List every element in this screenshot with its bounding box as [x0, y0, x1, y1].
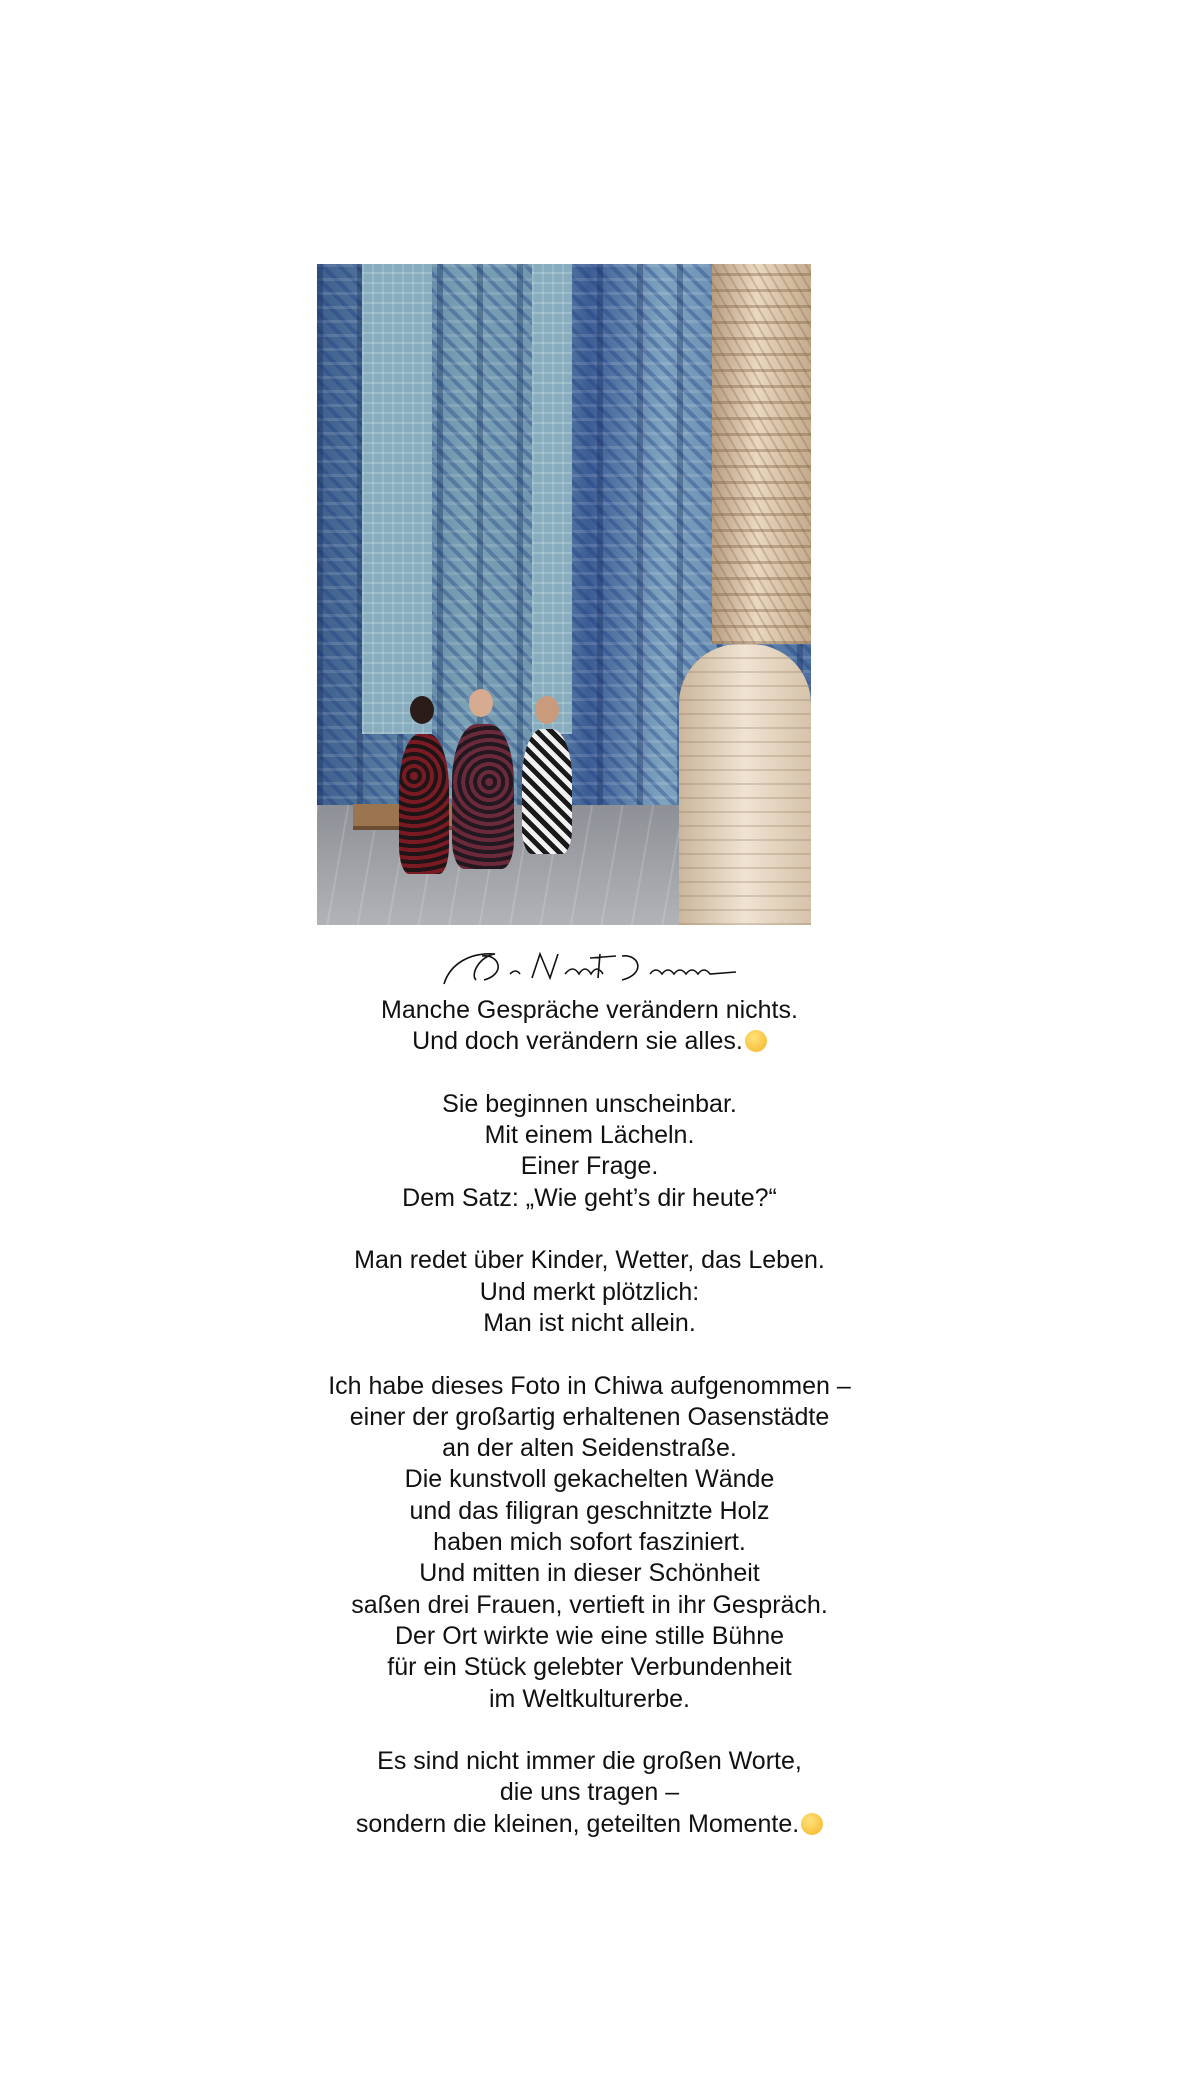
tile-panel: [532, 264, 572, 734]
caption-line: [0, 1809, 1179, 1840]
caption-line: Der Ort wirkte wie eine stille Bühne: [394, 1621, 785, 1650]
caption-text: Und doch verändern sie alles.: [412, 1027, 743, 1056]
caption-blank: [0, 1214, 1179, 1245]
caption-line: die uns tragen –: [499, 1778, 680, 1807]
caption-line: Es sind nicht immer die großen Worte,: [377, 1747, 802, 1776]
caption-text: sondern die kleinen, geteilten Momente.: [355, 1809, 800, 1838]
caption-blank: [0, 1058, 1179, 1089]
caption-line: Einer Frage.: [520, 1152, 659, 1181]
caption-line: haben mich sofort fasziniert.: [433, 1528, 746, 1557]
carved-wooden-pillar: [712, 264, 811, 644]
caption-text: Manche Gespräche verändern nichts.: [381, 996, 798, 1024]
woman-head: [410, 696, 434, 724]
tile-panel: [362, 264, 432, 734]
caption-line: Dem Satz: „Wie geht’s dir heute?“: [402, 1183, 777, 1212]
caption-line: an der alten Seidenstraße.: [442, 1434, 737, 1463]
caption-line: [0, 1026, 1179, 1057]
caption-line: Die kunstvoll gekachelten Wände: [404, 1465, 775, 1494]
caption-line: für ein Stück gelebter Verbundenheit: [387, 1653, 792, 1682]
caption-line: Und mitten in dieser Schönheit: [419, 1559, 760, 1588]
caption-line: Ich habe dieses Foto in Chiwa aufgenommen –: [328, 1371, 851, 1400]
caption-line: Und merkt plötzlich:: [479, 1277, 700, 1306]
caption-line: saßen drei Frauen, vertieft in ihr Gespräch.: [351, 1590, 828, 1619]
caption-blank: [0, 1715, 1179, 1746]
winking-face-emoji-icon: [745, 1030, 767, 1052]
post-caption: [0, 995, 1179, 1840]
caption-line: und das filigran geschnitzte Holz: [409, 1496, 770, 1525]
caption-line: im Weltkulturerbe.: [489, 1684, 690, 1713]
woman-figure: [452, 724, 514, 869]
woman-figure: [399, 734, 449, 874]
signature-logo: [440, 944, 740, 990]
caption-blank: [0, 1339, 1179, 1370]
caption-line: Mit einem Lächeln.: [484, 1121, 695, 1150]
caption-line: einer der großartig erhaltenen Oasenstädte: [349, 1402, 830, 1431]
carved-stone-base: [679, 644, 811, 925]
woman-head: [469, 689, 493, 717]
woman-head: [535, 696, 559, 724]
caption-line: Man redet über Kinder, Wetter, das Leben.: [354, 1246, 825, 1275]
caption-line: Man ist nicht allein.: [483, 1308, 696, 1337]
woman-figure: [522, 729, 572, 854]
chiwa-photo: [317, 264, 811, 925]
caption-line: Sie beginnen unscheinbar.: [442, 1089, 737, 1118]
caption-line: [0, 995, 1179, 1026]
smiling-face-emoji-icon: [801, 1813, 823, 1835]
